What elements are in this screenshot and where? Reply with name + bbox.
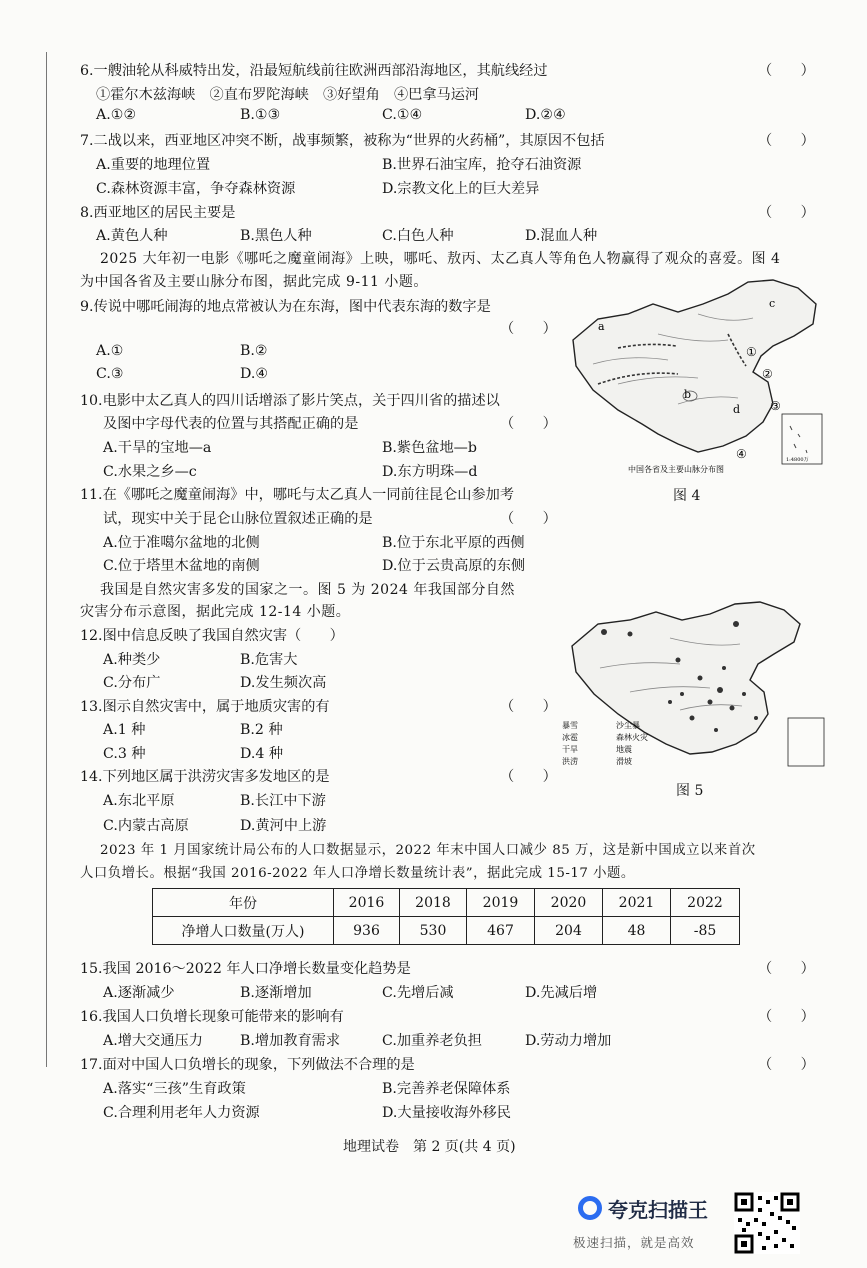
map-number-3: ③ [770,399,781,413]
q9-option-a: A.① [96,343,124,359]
q8-option-b: B.黑色人种 [240,228,312,244]
legend-item: 洪涝 [562,757,578,766]
legend-item: 冰雹 [562,733,578,742]
q17-option-d: D.大量接收海外移民 [382,1105,511,1121]
binding-margin-line [46,52,47,1067]
china-outline [572,602,800,754]
q14-stem: 14.下列地区属于洪涝灾害多发地区的是 [80,769,330,785]
q17-stem: 17.面对中国人口负增长的现象，下列做法不合理的是 [80,1057,415,1073]
q16-option-d: D.劳动力增加 [525,1033,612,1049]
table-cell-year: 2020 [535,889,603,917]
q9-stem: 9.传说中哪吒闹海的地点常被认为在东海，图中代表东海的数字是 [80,299,491,315]
q8-bracket: （ ） [758,205,815,221]
table-cell-value: -85 [671,917,740,945]
table-cell-value: 467 [467,917,535,945]
table-row-years [153,889,740,917]
legend-item: 暴雪 [562,721,578,730]
map-letter-c: c [769,297,776,310]
intro-9-11-line1: 2025 大年初一电影《哪吒之魔童闹海》上映，哪吒、敖丙、太乙真人等角色人物赢得了观众的喜爱。图 4 [100,251,781,267]
table-cell-value: 204 [535,917,603,945]
qr-code-icon [734,1192,800,1254]
q15-bracket: （ ） [758,961,815,977]
population-growth-table [152,888,740,945]
q8-stem: 8.西亚地区的居民主要是 [80,205,236,221]
q15-option-b: B.逐渐增加 [240,985,312,1001]
q16-option-a: A.增大交通压力 [103,1033,203,1049]
q14-option-b: B.长江中下游 [240,793,326,809]
table-cell-value: 530 [400,917,467,945]
q7-option-c: C.森林资源丰富，争夺森林资源 [96,181,296,197]
intro-15-17-line1: 2023 年 1 月国家统计局公布的人口数据显示，2022 年末中国人口减少 85 万，这是新中国成立以来首次 [100,843,756,858]
legend-item: 沙尘暴 [616,721,640,730]
scanner-logo-icon [578,1196,602,1220]
q7-option-d: D.宗教文化上的巨大差异 [382,181,540,197]
figure-5-caption: 图 5 [676,783,704,799]
map-letter-d: d [733,403,741,416]
map-number-1: ① [746,345,757,359]
q13-option-d: D.4 种 [240,746,284,762]
table-cell-year: 2016 [334,889,400,917]
map-title: 中国各省及主要山脉分布图 [628,465,724,474]
q10-bracket: （ ） [500,416,557,432]
south-sea-inset [788,718,824,766]
q15-stem: 15.我国 2016～2022 年人口净增长数量变化趋势是 [80,961,411,977]
page-footer: 地理试卷 第 2 页(共 4 页) [343,1139,516,1155]
intro-12-14-line1: 我国是自然灾害多发的国家之一。图 5 为 2024 年我国部分自然 [100,582,515,598]
table-cell-year: 2018 [400,889,467,917]
q6-option-b: B.①③ [240,107,281,123]
q13-stem: 13.图示自然灾害中，属于地质灾害的有 [80,699,330,715]
table-cell-year: 2021 [603,889,671,917]
map-number-4: ④ [736,447,747,461]
q12-option-d: D.发生频次高 [240,675,327,691]
map-letter-a: a [598,320,605,333]
q10-stem-line1: 10.电影中太乙真人的四川话增添了影片笑点，关于四川省的描述以 [80,393,500,409]
q15-option-a: A.逐渐减少 [103,985,175,1001]
q6-option-a: A.①② [96,107,137,123]
q12-option-c: C.分布广 [103,675,161,691]
q6-option-d: D.②④ [525,107,566,123]
q10-stem-line2: 及图中字母代表的位置与其搭配正确的是 [103,416,359,432]
q10-option-a: A.干旱的宝地—a [103,440,212,456]
q13-option-c: C.3 种 [103,746,146,762]
q16-bracket: （ ） [758,1009,815,1025]
q17-option-b: B.完善养老保障体系 [382,1081,511,1097]
q10-option-d: D.东方明珠—d [382,464,478,480]
q11-option-d: D.位于云贵高原的东侧 [382,558,526,574]
q6-stem: 6.一艘油轮从科威特出发，沿最短航线前往欧洲西部沿海地区，其航线经过 [80,63,548,79]
q11-option-a: A.位于准噶尔盆地的北侧 [103,535,260,551]
q15-option-d: D.先减后增 [525,985,598,1001]
q11-option-c: C.位于塔里木盆地的南侧 [103,558,260,574]
q8-option-c: C.白色人种 [382,228,454,244]
legend-item: 滑坡 [616,757,632,766]
legend-item: 干旱 [562,745,578,754]
figure-5-disaster-map [560,598,828,776]
q11-stem-line1: 11.在《哪吒之魔童闹海》中，哪吒与太乙真人一同前往昆仑山参加考 [80,487,515,503]
q17-option-a: A.落实“三孩”生育政策 [103,1081,246,1097]
table-head-population: 净增人口数量(万人) [153,917,334,945]
q14-option-a: A.东北平原 [103,793,175,809]
q6-bracket: （ ） [758,63,815,79]
q10-option-b: B.紫色盆地—b [382,440,477,456]
q15-option-c: C.先增后减 [382,985,454,1001]
map-scale: 1:4800万 [786,457,809,463]
intro-12-14-line2: 灾害分布示意图，据此完成 12-14 小题。 [80,604,351,620]
q13-option-a: A.1 种 [103,722,146,738]
q12-option-b: B.危害大 [240,652,298,668]
table-cell-value: 48 [603,917,671,945]
q16-option-c: C.加重养老负担 [382,1033,482,1049]
south-sea-islands [790,426,807,453]
q7-bracket: （ ） [758,133,815,149]
q12-stem: 12.图中信息反映了我国自然灾害（ ） [80,628,344,644]
q14-option-c: C.内蒙古高原 [103,818,189,834]
q6-option-c: C.①④ [382,107,423,123]
q17-bracket: （ ） [758,1057,815,1073]
q7-option-b: B.世界石油宝库，抢夺石油资源 [382,157,582,173]
q9-option-c: C.③ [96,366,124,382]
q12-option-a: A.种类少 [103,652,161,668]
figure-4-caption: 图 4 [673,488,701,504]
china-outline [573,280,816,452]
scanner-slogan: 极速扫描，就是高效 [573,1235,695,1250]
legend-item: 地震 [616,745,632,754]
q7-option-a: A.重要的地理位置 [96,157,211,173]
intro-9-11-line2: 为中国各省及主要山脉分布图，据此完成 9-11 小题。 [80,274,428,290]
table-cell-year: 2019 [467,889,535,917]
q14-bracket: （ ） [500,769,557,785]
q8-option-a: A.黄色人种 [96,228,168,244]
q8-option-d: D.混血人种 [525,228,598,244]
legend-item: 森林火灾 [616,733,648,742]
intro-15-17-line2: 人口负增长。根据“我国 2016-2022 年人口净增长数量统计表”，据此完成 15-17 小题。 [80,866,635,881]
q10-option-c: C.水果之乡—c [103,464,197,480]
q6-items: ①霍尔木兹海峡 ②直布罗陀海峡 ③好望角 ④巴拿马运河 [96,87,480,103]
q17-option-c: C.合理利用老年人力资源 [103,1105,260,1121]
q16-stem: 16.我国人口负增长现象可能带来的影响有 [80,1009,344,1025]
table-head-year: 年份 [153,889,334,917]
table-cell-value: 936 [334,917,400,945]
scanner-brand: 夸克扫描王 [608,1198,708,1222]
q16-option-b: B.增加教育需求 [240,1033,341,1049]
q11-bracket: （ ） [500,511,557,527]
q9-option-d: D.④ [240,366,269,382]
q9-option-b: B.② [240,343,268,359]
q14-option-d: D.黄河中上游 [240,818,327,834]
q13-option-b: B.2 种 [240,722,283,738]
q11-option-b: B.位于东北平原的西侧 [382,535,525,551]
q7-stem: 7.二战以来，西亚地区冲突不断，战事频繁，被称为“世界的火药桶”，其原因不包括 [80,133,605,149]
map-letter-b: b [684,388,692,401]
figure-4-china-map [558,274,828,484]
q13-bracket: （ ） [500,699,557,715]
q9-bracket: （ ） [500,321,557,337]
table-cell-year: 2022 [671,889,740,917]
disaster-legend [562,720,648,766]
map-number-2: ② [762,367,773,381]
q11-stem-line2: 试，现实中关于昆仑山脉位置叙述正确的是 [103,511,373,527]
table-row-values [153,917,740,945]
